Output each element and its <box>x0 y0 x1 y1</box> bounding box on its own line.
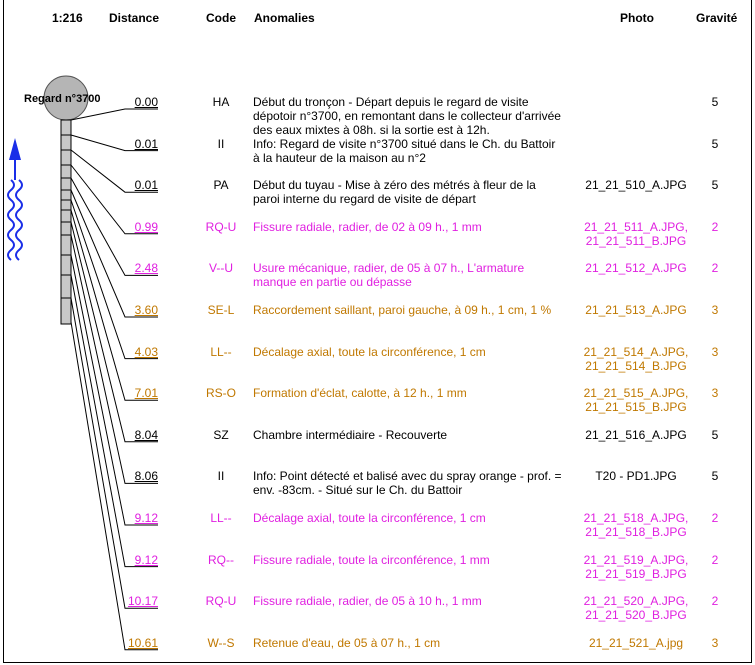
distance-cell: 9.12 <box>134 552 158 567</box>
distance-cell: 9.12 <box>134 511 158 525</box>
code-cell: LL-- <box>210 511 232 525</box>
gravite-cell: 2 <box>711 261 719 276</box>
code-header: Code <box>206 11 236 25</box>
description-cell: Info: Regard de visite n°3700 situé dans le Ch. du Battoir à la hauteur de la maison au n°2 <box>253 136 556 165</box>
description-cell: Fissure radiale, radier, de 05 à 10 h., 1 mm <box>253 594 482 609</box>
description-cell: Décalage axial, toute la circonférence, 1 cm <box>253 344 486 359</box>
description-cell: Fissure radiale, toute la circonférence, 1 mm <box>253 552 490 567</box>
regard-label: Regard n°3700 <box>24 93 101 105</box>
photo-cell: 21_21_516_A.JPG <box>585 427 687 442</box>
distance-cell: 7.01 <box>134 386 158 401</box>
gravite-cell: 5 <box>711 427 719 442</box>
gravite-cell: 3 <box>711 303 719 317</box>
gravite-cell: 5 <box>711 95 719 109</box>
gravite-cell: 2 <box>711 511 719 525</box>
gravite-cell: 5 <box>711 136 719 151</box>
photo-cell: 21_21_514_A.JPG, 21_21_514_B.JPG <box>583 344 689 373</box>
gravite-cell: 2 <box>711 552 719 567</box>
distance-cell: 3.60 <box>134 303 158 317</box>
photo-cell: 21_21_511_A.JPG, 21_21_511_B.JPG <box>584 219 688 248</box>
code-cell: W--S <box>207 635 235 650</box>
photo-cell: 21_21_520_A.JPG, 21_21_520_B.JPG <box>583 594 689 623</box>
description-cell: Début du tuyau - Mise à zéro des métrés à fleur de la paroi interne du regard de visite de départ <box>253 178 536 207</box>
code-cell: SZ <box>213 427 229 442</box>
distance-cell: 10.61 <box>127 635 158 650</box>
description-cell: Fissure radiale, radier, de 02 à 09 h., 1 mm <box>253 219 482 234</box>
code-cell: II <box>217 136 225 151</box>
leader-line <box>71 190 158 317</box>
description-cell: Retenue d'eau, de 05 à 07 h., 1 cm <box>253 635 441 650</box>
photo-cell: 21_21_519_A.JPG, 21_21_519_B.JPG <box>583 552 689 581</box>
description-cell: Formation d'éclat, calotte, à 12 h., 1 mm <box>253 386 467 401</box>
distance-cell: 0.99 <box>134 219 158 234</box>
distance-header: Distance <box>109 11 160 25</box>
distance-cell: 4.03 <box>134 344 158 359</box>
gravite-header: Gravité <box>696 11 738 25</box>
photo-cell: T20 - PD1.JPG <box>595 469 677 484</box>
gravite-cell: 2 <box>711 594 719 609</box>
description-cell: Info: Point détecté et balisé avec du spray orange - prof. = env. -83cm. - Situé sur le Ch. du Battoir <box>253 469 562 498</box>
description-cell: Début du tronçon - Départ depuis le regard de visite dépotoir n°3700, en remontant dans le collecteur d'arrivée des eaux mixtes à 08h. si la sortie est à 12h. <box>253 95 561 137</box>
description-cell: Usure mécanique, radier, de 05 à 07 h., L'armature manque en partie ou dépasse <box>253 261 525 290</box>
code-cell: PA <box>213 178 229 193</box>
distance-cell: 0.01 <box>134 136 158 151</box>
code-cell: LL-- <box>210 344 232 359</box>
photo-cell: 21_21_510_A.JPG <box>585 178 687 193</box>
code-cell: V--U <box>209 261 233 276</box>
gravite-cell: 3 <box>711 635 719 650</box>
distance-cell: 2.48 <box>134 261 158 276</box>
description-cell: Chambre intermédiaire - Recouverte <box>253 427 448 442</box>
distance-cell: 0.00 <box>134 95 158 109</box>
distance-cell: 8.06 <box>134 469 158 484</box>
photo-cell: 21_21_513_A.JPG <box>585 303 687 317</box>
code-cell: RS-O <box>206 386 236 401</box>
gravite-cell: 5 <box>711 469 719 484</box>
gravite-cell: 2 <box>711 219 719 234</box>
gravite-cell: 5 <box>711 178 719 193</box>
code-cell: RQ-- <box>208 552 234 567</box>
photo-cell: 21_21_515_A.JPG, 21_21_515_B.JPG <box>583 386 689 415</box>
code-cell: RQ-U <box>205 219 237 234</box>
flow-direction-icon <box>8 138 22 260</box>
anomalies-header: Anomalies <box>254 11 315 25</box>
code-cell: II <box>217 469 225 484</box>
code-cell: RQ-U <box>205 594 237 609</box>
description-cell: Décalage axial, toute la circonférence, 1 cm <box>253 511 486 525</box>
photo-cell: 21_21_521_A.jpg <box>588 635 684 650</box>
photo-header: Photo <box>620 11 654 25</box>
gravite-cell: 3 <box>711 386 719 401</box>
distance-cell: 0.01 <box>134 178 158 193</box>
photo-cell: 21_21_512_A.JPG <box>585 261 687 276</box>
code-cell: HA <box>212 95 230 109</box>
distance-cell: 10.17 <box>127 594 158 609</box>
gravite-cell: 3 <box>711 344 719 359</box>
distance-cell: 8.04 <box>134 427 158 442</box>
scale-header: 1:216 <box>52 11 83 25</box>
description-cell: Raccordement saillant, paroi gauche, à 09 h., 1 cm, 1 % <box>253 303 552 317</box>
photo-cell: 21_21_518_A.JPG, 21_21_518_B.JPG <box>583 511 689 539</box>
code-cell: SE-L <box>207 303 235 317</box>
